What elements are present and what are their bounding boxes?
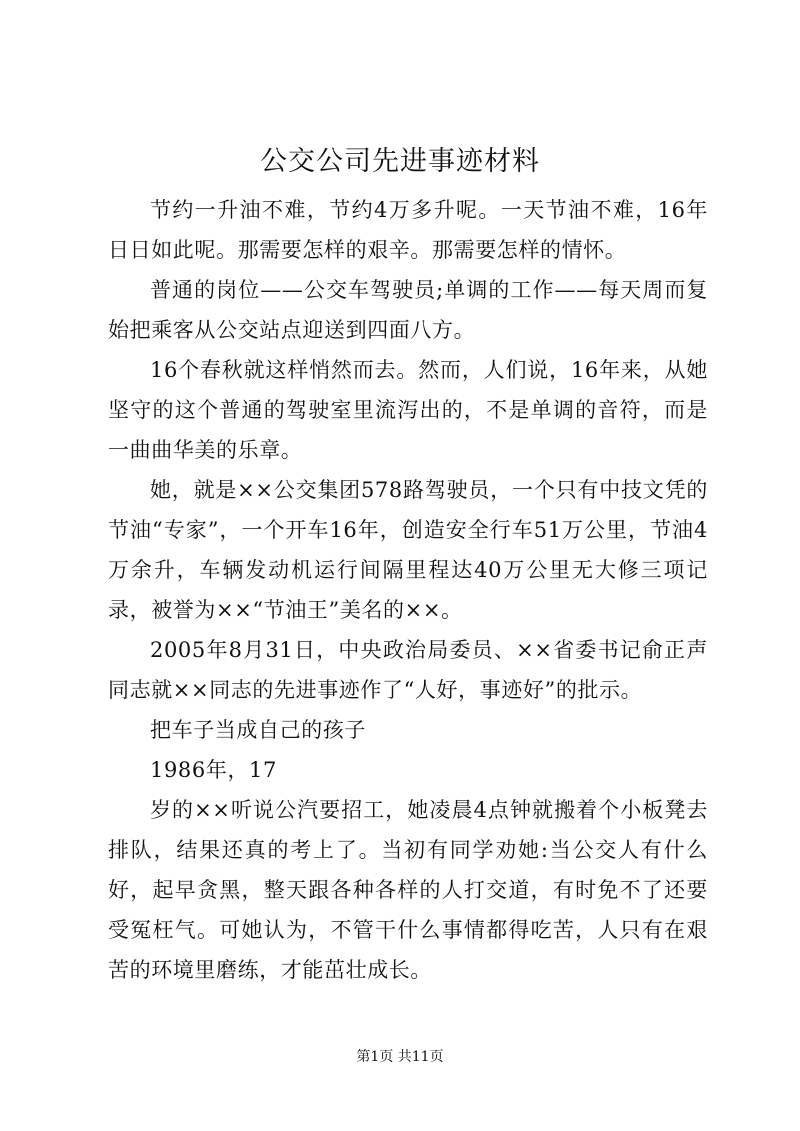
- paragraph: 岁的××听说公汽要招工，她凌晨4点钟就搬着个小板凳去排队，结果还真的考上了。当初有同学劝她:当公交人有什么好，起早贪黑，整天跟各种各样的人打交道，有时免不了还要受冤枉气。可她认为，不管干什么事情都得吃苦，人只有在艰苦的环境里磨练，才能茁壮成长。: [108, 798, 708, 982]
- paragraph: 她，就是××公交集团578路驾驶员，一个只有中技文凭的节油“专家”，一个开车16年，创造安全行车51万公里，节油4万余升，车辆发动机运行间隔里程达40万公里无大修三项记录，被誉为××“节油王”美名的××。: [108, 478, 708, 622]
- document-body: [108, 190, 708, 990]
- document-title: 公交公司先进事迹材料: [260, 146, 540, 177]
- paragraph: 1986年，17: [150, 758, 277, 782]
- page-number: 第1页 共11页: [356, 1049, 444, 1065]
- paragraph: 普通的岗位——公交车驾驶员;单调的工作——每天周而复始把乘客从公交站点迎送到四面八方。: [108, 278, 708, 342]
- page-footer: [0, 1047, 800, 1067]
- paragraph: 节约一升油不难，节约4万多升呢。一天节油不难，16年日日如此呢。那需要怎样的艰辛。那需要怎样的情怀。: [108, 198, 708, 262]
- paragraph: 2005年8月31日，中央政治局委员、××省委书记俞正声同志就××同志的先进事迹作了“人好，事迹好”的批示。: [108, 638, 708, 702]
- section-heading: 把车子当成自己的孩子: [150, 718, 366, 742]
- paragraph: 16个春秋就这样悄然而去。然而，人们说，16年来，从她坚守的这个普通的驾驶室里流泻出的，不是单调的音符，而是一曲曲华美的乐章。: [108, 358, 708, 462]
